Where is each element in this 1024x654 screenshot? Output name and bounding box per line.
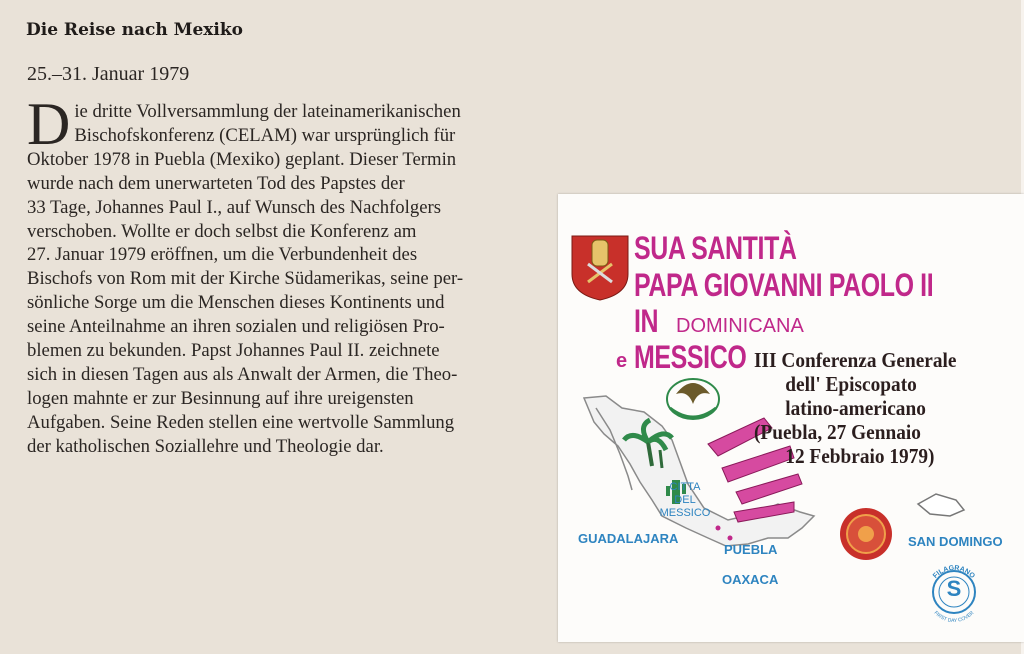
body-line: der katholischen Soziallehre und Theologie dar.: [27, 435, 384, 457]
place-san-domingo: SAN DOMINGO: [908, 534, 1003, 549]
island-map: [918, 494, 964, 516]
brand-letter: S: [946, 576, 962, 601]
date-range: 25.–31. Januar 1979: [27, 63, 190, 85]
conference-line: 12 Febbraio 1979): [785, 444, 935, 468]
place-label-line: CITTA: [669, 481, 701, 493]
place-puebla: PUEBLA: [724, 542, 778, 557]
first-day-cover-card: [558, 194, 1024, 642]
article-body: [27, 91, 523, 459]
body-line: seine Anteilnahme an ihren sozialen und religiösen Pro-: [27, 316, 445, 338]
cover-title-e: e: [616, 350, 628, 372]
brand-subtitle: FIRST DAY COVER: [932, 610, 976, 625]
conference-line: dell' Episcopato: [785, 372, 917, 396]
body-line: Oktober 1978 in Puebla (Mexiko) geplant. Dieser Termin: [27, 148, 457, 170]
body-line: wurde nach dem unerwarteten Tod des Papstes der: [27, 172, 405, 194]
conference-line: III Conferenza Generale: [754, 348, 957, 372]
papal-arms-icon: [572, 236, 628, 300]
place-citta-del-messico: [655, 481, 715, 520]
cover-title-line1: SUA SANTITÀ: [634, 230, 797, 266]
svg-text:FIRST DAY COVER: [933, 610, 976, 624]
body-line: 27. Januar 1979 eröffnen, um die Verbundenheit des: [27, 244, 418, 266]
body-line: Bischofskonferenz (CELAM) war ursprünglich für: [74, 124, 456, 146]
conference-line: latino-americano: [785, 396, 926, 420]
city-dot: [728, 536, 733, 541]
drop-cap: D: [27, 91, 71, 157]
body-line: sich in diesen Tagen aus als Anwalt der Armen, die Theo-: [27, 363, 458, 385]
conference-text: [754, 348, 1002, 468]
aztec-sun-icon: [840, 508, 892, 560]
body-line: sönliche Sorge um die Menschen dieses Kontinents und: [27, 292, 445, 314]
body-line: ie dritte Vollversammlung der lateinamerikanischen: [74, 101, 461, 122]
cover-title-in: IN: [634, 303, 659, 339]
cover-title-messico: MESSICO: [634, 339, 747, 375]
place-label-line: DEL: [674, 494, 696, 506]
place-oaxaca: OAXACA: [722, 572, 779, 587]
body-line: logen mahnte er zur Besinnung auf ihre ureigensten: [27, 387, 414, 409]
body-line: Aufgaben. Seine Reden stellen eine wertvolle Sammlung: [27, 411, 455, 433]
eagle-emblem-icon: [667, 379, 719, 419]
conference-line: (Puebla, 27 Gennaio: [754, 420, 921, 444]
brand-name: FILAGRANO: [932, 564, 976, 580]
body-line: 33 Tage, Johannes Paul I., auf Wunsch des Nachfolgers: [27, 196, 441, 218]
page-title: Die Reise nach Mexiko: [26, 20, 243, 40]
city-dot: [716, 526, 721, 531]
place-guadalajara: GUADALAJARA: [578, 531, 679, 546]
body-line: blemen zu bekunden. Papst Johannes Paul II. zeichnete: [27, 340, 440, 362]
body-line: Bischofs von Rom mit der Kirche Südamerikas, seine per-: [27, 268, 464, 290]
body-line: verschoben. Wollte er doch selbst die Konferenz am: [27, 220, 417, 242]
cover-title-line2: PAPA GIOVANNI PAOLO II: [634, 267, 934, 303]
cover-title-dominicana: DOMINICANA: [676, 315, 804, 337]
place-label-line: MESSICO: [659, 507, 711, 519]
